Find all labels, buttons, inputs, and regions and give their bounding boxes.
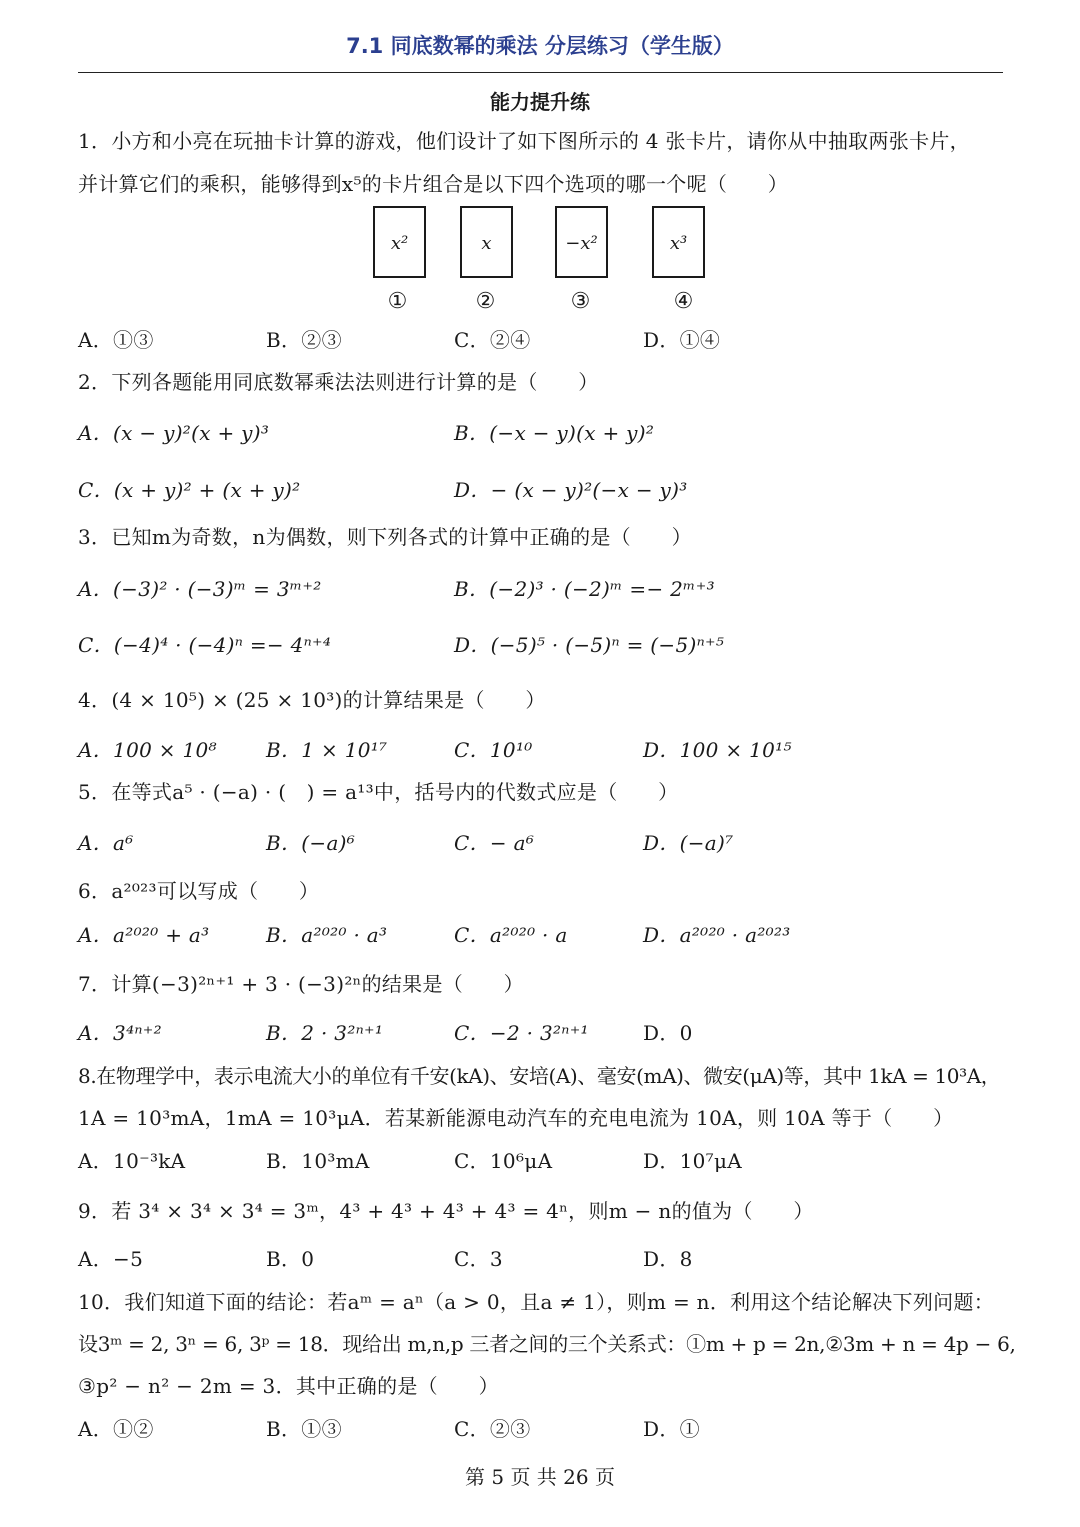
q3-stem: 3．已知m为奇数，n为偶数，则下列各式的计算中正确的是（ ） <box>78 525 692 549</box>
header-divider <box>78 72 1003 73</box>
q10-option-a: A．①② <box>78 1417 154 1441</box>
q9-option-d: D．8 <box>643 1247 693 1271</box>
q5-option-c: C．− a⁶ <box>454 831 535 855</box>
q4-option-a: A．100 × 10⁸ <box>78 738 217 762</box>
q8-option-d: D．10⁷μA <box>643 1149 743 1173</box>
card-2-label: ② <box>475 289 496 314</box>
q8-stem-line2: 1A = 10³mA，1mA = 10³μA．若某新能源电动汽车的充电电流为 10A，则 10A 等于（ ） <box>78 1106 954 1130</box>
q1-stem-line1: 1．小方和小亮在玩抽卡计算的游戏，他们设计了如下图所示的 4 张卡片，请你从中抽取两张卡片， <box>78 129 970 153</box>
q2-option-d: D．− (x − y)²(−x − y)³ <box>454 478 688 502</box>
q6-option-d: D．a²⁰²⁰ · a²⁰²³ <box>643 923 791 947</box>
q8-option-b: B．10³mA <box>266 1149 370 1173</box>
q7-option-b: B．2 · 3²ⁿ⁺¹ <box>266 1021 384 1045</box>
q6-option-c: C．a²⁰²⁰ · a <box>454 923 568 947</box>
q3-option-d: D．(−5)⁵ · (−5)ⁿ = (−5)ⁿ⁺⁵ <box>454 633 725 657</box>
card-2 <box>460 206 513 278</box>
card-1-label: ① <box>387 289 408 314</box>
q10-option-d: D．① <box>643 1417 700 1441</box>
q7-stem: 7．计算(−3)²ⁿ⁺¹ + 3 · (−3)²ⁿ的结果是（ ） <box>78 972 524 996</box>
q5-option-b: B．(−a)⁶ <box>266 831 356 855</box>
q1-stem-line2: 并计算它们的乘积，能够得到x⁵的卡片组合是以下四个选项的哪一个呢（ ） <box>78 172 789 196</box>
q10-stem-line1: 10．我们知道下面的结论：若aᵐ = aⁿ（a > 0，且a ≠ 1），则m = n．利用这个结论解决下列问题： <box>78 1290 995 1314</box>
page-title: 7.1 同底数幂的乘法 分层练习（学生版） <box>346 34 734 58</box>
q5-option-a: A．a⁶ <box>78 831 134 855</box>
q2-option-b: B．(−x − y)(x + y)² <box>454 421 655 445</box>
q9-stem: 9．若 3⁴ × 3⁴ × 3⁴ = 3ᵐ，4³ + 4³ + 4³ + 4³ = 4ⁿ，则m − n的值为（ ） <box>78 1199 814 1223</box>
q7-option-c: C．−2 · 3²ⁿ⁺¹ <box>454 1021 589 1045</box>
q5-stem: 5．在等式a⁵ · (−a) · ( ) = a¹³中，括号内的代数式应是（ ） <box>78 780 679 804</box>
q3-option-a: A．(−3)² · (−3)ᵐ = 3ᵐ⁺² <box>78 577 322 601</box>
card-2-expr: x <box>481 233 492 254</box>
q1-option-a: A．①③ <box>78 328 154 352</box>
card-3 <box>555 206 608 278</box>
card-1-expr: x² <box>390 233 409 254</box>
q2-option-c: C．(x + y)² + (x + y)² <box>78 478 301 502</box>
q1-option-c: C．②④ <box>454 328 531 352</box>
card-3-label: ③ <box>570 289 591 314</box>
q3-option-b: B．(−2)³ · (−2)ᵐ =− 2ᵐ⁺³ <box>454 577 715 601</box>
q9-option-b: B．0 <box>266 1247 315 1271</box>
q7-option-d: D．0 <box>643 1021 693 1045</box>
q2-stem: 2．下列各题能用同底数幂乘法法则进行计算的是（ ） <box>78 370 599 394</box>
card-4 <box>652 206 705 278</box>
q8-stem-line1: 8.在物理学中，表示电流大小的单位有千安(kA)、安培(A)、毫安(mA)、微安(μA)等，其中 1kA = 10³A， <box>78 1064 1001 1088</box>
q9-option-a: A．−5 <box>78 1247 144 1271</box>
q3-option-c: C．(−4)⁴ · (−4)ⁿ =− 4ⁿ⁺⁴ <box>78 633 332 657</box>
q1-option-b: B．②③ <box>266 328 342 352</box>
q10-option-b: B．①③ <box>266 1417 342 1441</box>
q10-stem-line2: 设3ᵐ = 2, 3ⁿ = 6, 3ᵖ = 18．现给出 m,n,p 三者之间的三个关系式：①m + p = 2n,②3m + n = 4p − 6, <box>78 1332 1016 1356</box>
q4-option-d: D．100 × 10¹⁵ <box>643 738 792 762</box>
card-4-label: ④ <box>673 289 694 314</box>
card-3-expr: −x² <box>565 233 598 254</box>
q8-option-c: C．10⁶μA <box>454 1149 553 1173</box>
q6-option-b: B．a²⁰²⁰ · a³ <box>266 923 388 947</box>
q8-option-a: A．10⁻³kA <box>78 1149 186 1173</box>
q1-option-d: D．①④ <box>643 328 721 352</box>
q7-option-a: A．3⁴ⁿ⁺² <box>78 1021 162 1045</box>
q10-stem-line3: ③p² − n² − 2m = 3．其中正确的是（ ） <box>78 1374 499 1398</box>
q4-option-b: B．1 × 10¹⁷ <box>266 738 388 762</box>
q9-option-c: C．3 <box>454 1247 503 1271</box>
q4-stem: 4．(4 × 10⁵) × (25 × 10³)的计算结果是（ ） <box>78 688 546 712</box>
page-number: 第 5 页 共 26 页 <box>465 1465 615 1489</box>
card-1 <box>373 206 426 278</box>
q6-stem: 6．a²⁰²³可以写成（ ） <box>78 879 320 903</box>
q2-option-a: A．(x − y)²(x + y)³ <box>78 421 270 445</box>
q6-option-a: A．a²⁰²⁰ + a³ <box>78 923 210 947</box>
q5-option-d: D．(−a)⁷ <box>643 831 734 855</box>
card-4-expr: x³ <box>669 233 688 254</box>
q4-option-c: C．10¹⁰ <box>454 738 533 762</box>
section-title: 能力提升练 <box>490 90 590 114</box>
q10-option-c: C．②③ <box>454 1417 531 1441</box>
